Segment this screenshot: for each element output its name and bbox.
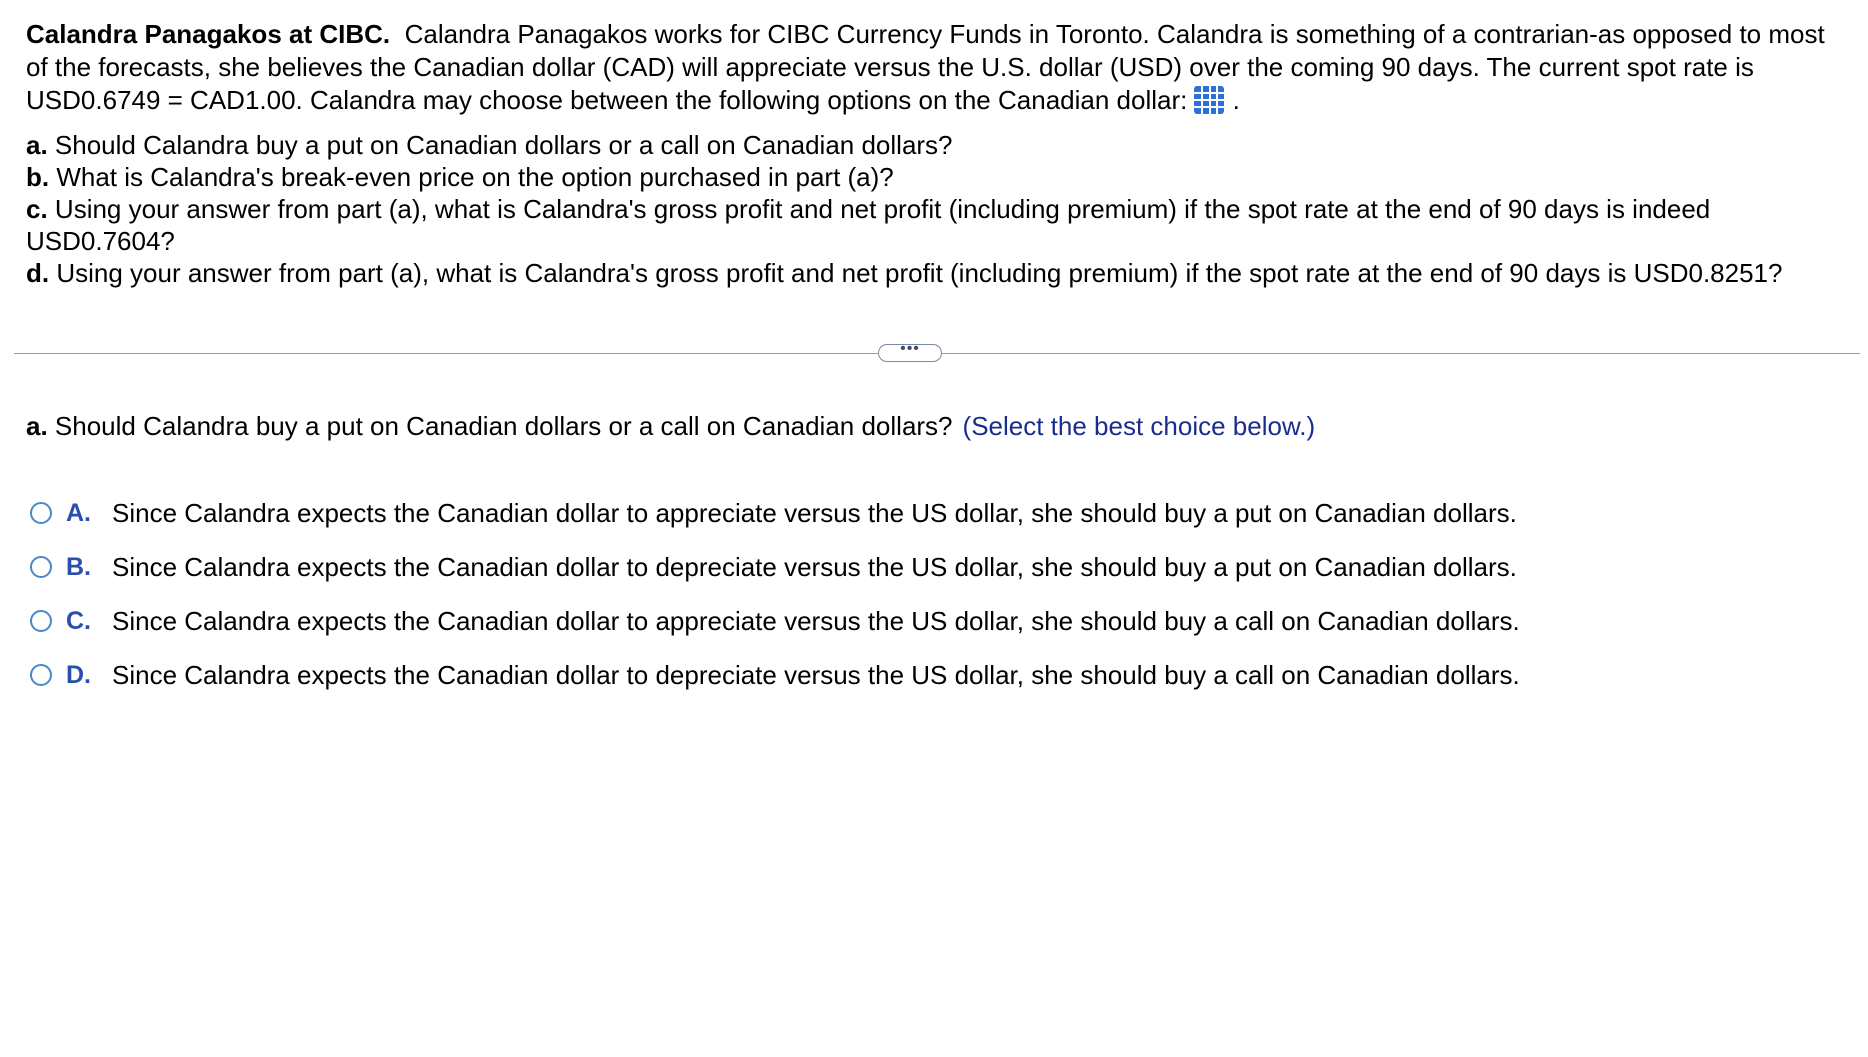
intro-text: Calandra Panagakos works for CIBC Currency Funds in Toronto. Calandra is something of a contrarian-as opposed to most of the forecasts, she believes the Canadian dollar (CAD) will appreciate versus the U.S. dollar (USD) over the coming 90 days. The current spot rate is USD0.6749 = CAD1.00. Calandra may choose between the following options on the Canadian dollar:	[26, 19, 1825, 115]
part-letter: b.	[26, 162, 50, 192]
parts-list	[26, 129, 1836, 289]
answer-options	[30, 486, 1520, 702]
option-text: Since Calandra expects the Canadian dollar to appreciate versus the US dollar, she should buy a call on Canadian dollars.	[112, 605, 1520, 636]
option-letter: A.	[66, 498, 91, 527]
part-letter: d.	[26, 258, 50, 288]
question-letter: a.	[26, 411, 48, 441]
expand-button[interactable]: •••	[878, 344, 942, 362]
option-text: Since Calandra expects the Canadian dollar to depreciate versus the US dollar, she should buy a call on Canadian dollars.	[112, 659, 1520, 690]
option-a[interactable]	[30, 486, 1520, 540]
part-text: Should Calandra buy a put on Canadian dollars or a call on Canadian dollars?	[54, 130, 953, 160]
intro-paragraph	[26, 18, 1836, 123]
part-d	[26, 257, 1836, 289]
radio-button-c[interactable]	[30, 610, 52, 632]
data-table-icon[interactable]	[1193, 85, 1225, 123]
problem-title: Calandra Panagakos at CIBC.	[26, 19, 391, 49]
option-text: Since Calandra expects the Canadian dollar to appreciate versus the US dollar, she should buy a put on Canadian dollars.	[112, 497, 1517, 528]
option-letter: B.	[66, 552, 91, 581]
part-text: Using your answer from part (a), what is Calandra's gross profit and net profit (including premium) if the spot rate at the end of 90 days is indeed USD0.7604?	[26, 194, 1711, 256]
option-letter: D.	[66, 660, 91, 689]
question-text: Should Calandra buy a put on Canadian dollars or a call on Canadian dollars?	[54, 411, 953, 441]
radio-button-a[interactable]	[30, 502, 52, 524]
problem-statement	[26, 18, 1836, 289]
part-text: What is Calandra's break-even price on the option purchased in part (a)?	[56, 162, 894, 192]
question-hint: (Select the best choice below.)	[962, 411, 1316, 441]
question-prompt	[26, 409, 1315, 443]
option-b[interactable]	[30, 540, 1520, 594]
part-b	[26, 161, 1836, 193]
part-c	[26, 193, 1836, 257]
radio-button-d[interactable]	[30, 664, 52, 686]
part-letter: c.	[26, 194, 48, 224]
option-d[interactable]	[30, 648, 1520, 702]
part-a	[26, 129, 1836, 161]
option-c[interactable]	[30, 594, 1520, 648]
radio-button-b[interactable]	[30, 556, 52, 578]
part-letter: a.	[26, 130, 48, 160]
option-text: Since Calandra expects the Canadian dollar to depreciate versus the US dollar, she should buy a put on Canadian dollars.	[112, 551, 1517, 582]
option-letter: C.	[66, 606, 91, 635]
part-text: Using your answer from part (a), what is Calandra's gross profit and net profit (including premium) if the spot rate at the end of 90 days is USD0.8251?	[56, 258, 1783, 288]
intro-end: .	[1232, 85, 1240, 115]
